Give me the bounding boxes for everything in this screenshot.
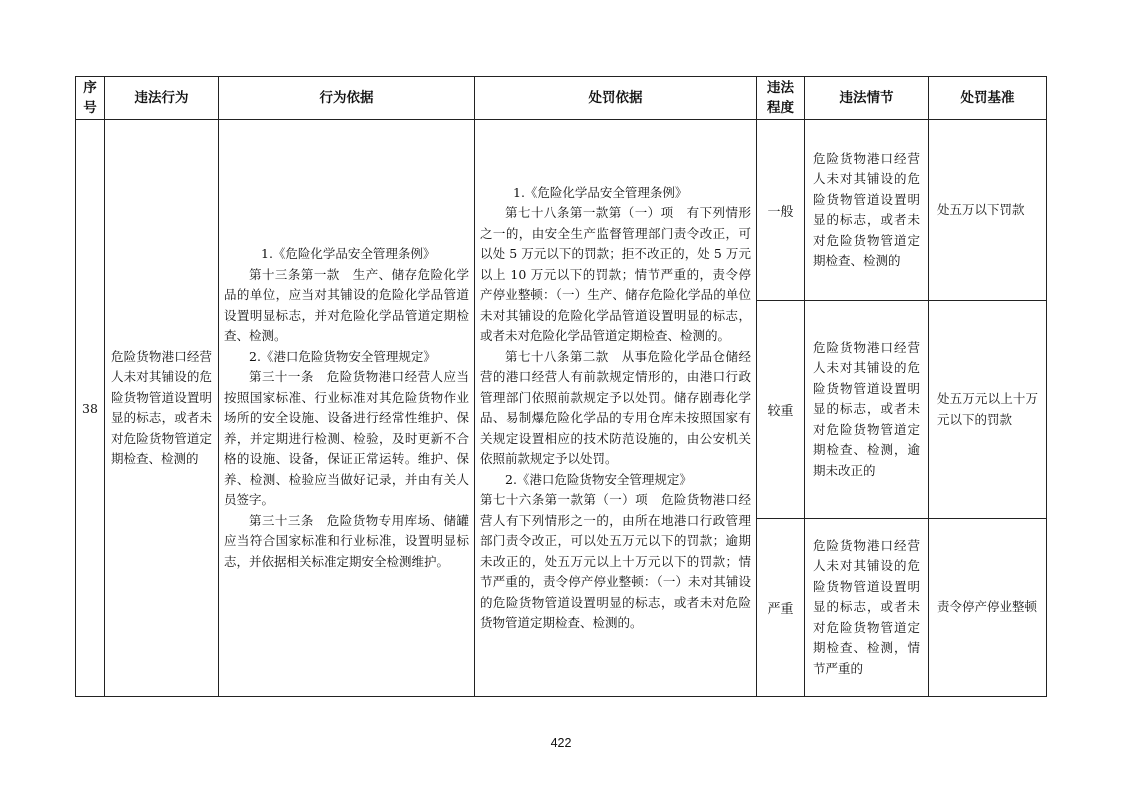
header-seq: 序号 <box>76 77 105 120</box>
header-act: 违法行为 <box>105 77 219 120</box>
standard-serious: 处五万元以上十万元以下的罚款 <box>929 301 1047 519</box>
level-row-1 <box>76 120 1047 301</box>
header-penalty: 处罚依据 <box>475 77 757 120</box>
header-standard: 处罚基准 <box>929 77 1047 120</box>
basis-title-1: 1.《危险化学品安全管理条例》 <box>261 246 436 261</box>
degree-serious: 较重 <box>757 301 805 519</box>
row-basis <box>219 120 475 697</box>
header-basis: 行为依据 <box>219 77 475 120</box>
page-number: 422 <box>550 736 572 750</box>
basis-para-3: 第三十三条 危险货物专用库场、储罐应当符合国家标准和行业标准，设置明显标志，并依据相关标准定期安全检测维护。 <box>224 512 469 569</box>
penalty-table <box>75 76 1047 697</box>
basis-title-2: 2.《港口危险货物安全管理规定》 <box>249 348 436 364</box>
standard-severe: 责令停产停业整顿 <box>929 519 1047 697</box>
penalty-para-2: 第七十八条第二款 从事危险化学品仓储经营的港口经营人有前款规定情形的，由港口行政管理部门依照前款规定予以处罚。储存剧毒化学品、易制爆危险化学品的专用仓库未按照国家有关规定设置相应的技术防范设施的，由公安机关依照前款规定予以处罚。 <box>480 348 751 466</box>
penalty-para-1: 第七十八条第一款第（一）项 有下列情形之一的，由安全生产监督管理部门责令改正，可以处 5 万元以下的罚款；拒不改正的，处 5 万元以上 10 万元以下的罚款；情节严重的，责令停产停业整顿：（一）生产、储存危险化学品的单位未对其铺设的危险化学品管道设置明显的标志，或者未对危险化学品管道定期检查、检测的。 <box>480 205 751 343</box>
header-degree: 违法程度 <box>757 77 805 120</box>
row-seq: 38 <box>76 120 105 697</box>
row-act: 危险货物港口经营人未对其铺设的危险货物管道设置明显的标志，或者未对危险货物管道定期检查、检测的 <box>105 120 219 697</box>
circumstance-severe: 危险货物港口经营人未对其铺设的危险货物管道设置明显的标志，或者未对危险货物管道定期检查、检测，情节严重的 <box>805 519 929 697</box>
row-penalty <box>475 120 757 697</box>
basis-para-1: 第十三条第一款 生产、储存危险化学品的单位，应当对其铺设的危险化学品管道设置明显标志，并对危险化学品管道定期检查、检测。 <box>224 266 469 343</box>
circumstance-serious: 危险货物港口经营人未对其铺设的危险货物管道设置明显的标志，或者未对危险货物管道定期检查、检测，逾期未改正的 <box>805 301 929 519</box>
penalty-title-1: 1.《危险化学品安全管理条例》 <box>513 184 688 200</box>
circumstance-general: 危险货物港口经营人未对其铺设的危险货物管道设置明显的标志，或者未对危险货物管道定期检查、检测的 <box>805 120 929 301</box>
header-row <box>76 77 1047 120</box>
basis-para-2: 第三十一条 危险货物港口经营人应当按照国家标准、行业标准对其危险货物作业场所的安全设施、设备进行经常性维护、保养，并定期进行检测、检验，及时更新不合格的设施、设备，保证正常运转。维护、保养、检测、检验应当做好记录，并由有关人员签字。 <box>224 369 469 507</box>
degree-general: 一般 <box>757 120 805 301</box>
degree-severe: 严重 <box>757 519 805 697</box>
penalty-title-2: 2.《港口危险货物安全管理规定》 <box>505 471 692 487</box>
penalty-para-3: 第七十六条第一款第（一）项 危险货物港口经营人有下列情形之一的，由所在地港口行政管理部门责令改正，可以处五万元以下的罚款；逾期未改正的，处五万元以上十万元以下的罚款；情节严重的，责令停产停业整顿：（一）未对其铺设的危险货物管道设置明显的标志，或者未对危险货物管道定期检查、检测的。 <box>480 492 751 630</box>
header-circumstance: 违法情节 <box>805 77 929 120</box>
standard-general: 处五万以下罚款 <box>929 120 1047 301</box>
